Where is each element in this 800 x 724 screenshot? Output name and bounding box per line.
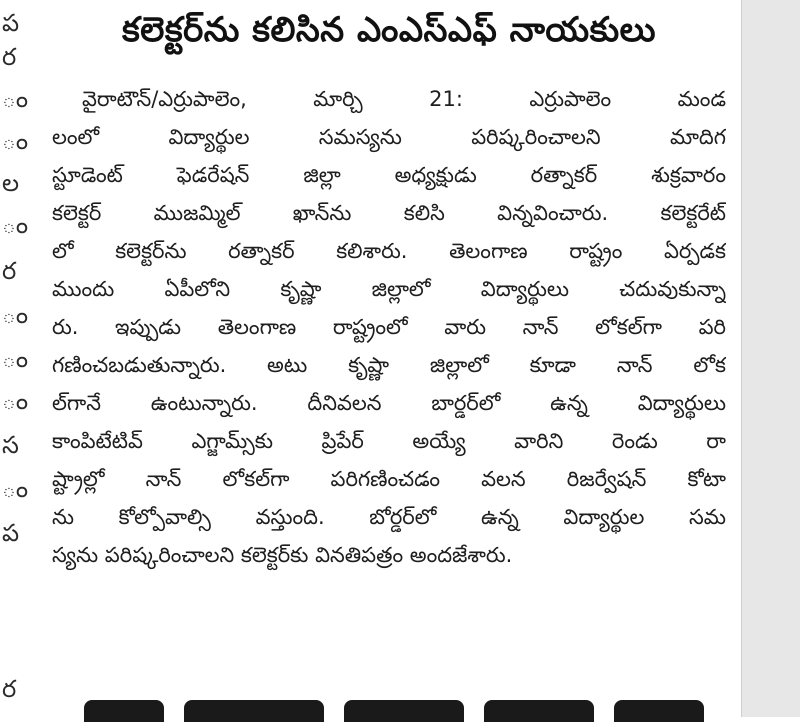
fragment-char: ం	[2, 301, 29, 329]
fragment-char: ల	[2, 169, 20, 197]
cutoff-glyph	[344, 700, 464, 722]
fragment-char: ం	[2, 85, 29, 113]
next-article-headline-cutoff	[44, 694, 734, 724]
body-line: వైరాటౌన్/ఎర్రుపాలెం, మార్చి 21: ఎర్రుపాలెం మండ	[82, 87, 726, 111]
body-line: కాంపిటేటివ్ ఎగ్జామ్స్‌కు ప్రిపేర్ అయ్యే వారిని రెండు రా	[52, 429, 726, 453]
cutoff-glyph	[84, 700, 164, 722]
article-headline: కలెక్టర్‌ను కలిసిన ఎంఎస్‌ఎఫ్ నాయకులు	[121, 10, 657, 50]
fragment-char: ప	[2, 519, 20, 547]
cutoff-glyph	[484, 700, 594, 722]
fragment-char: స	[2, 431, 19, 459]
body-line: రు. ఇప్పుడు తెలంగాణ రాష్ట్రంలో వారు నాన్ లోకల్‌గా పరి	[52, 315, 726, 339]
body-line: ల్‌గానే ఉంటున్నారు. దీనివలన బార్డర్‌లో ఉన్న విద్యార్థులు	[52, 391, 726, 415]
article-body	[52, 80, 726, 574]
fragment-char: ర	[2, 257, 17, 285]
fragment-char: ం	[2, 211, 29, 239]
adjacent-column-fragment	[0, 0, 30, 717]
body-line: ముందు ఏపీలోని కృష్ణా జిల్లాలో విద్యార్థులు చదువుకున్నా	[52, 277, 726, 301]
fragment-char: ర	[2, 43, 17, 71]
cutoff-glyph	[184, 700, 324, 722]
fragment-char: ర	[2, 675, 17, 703]
body-line: లో కలెక్టర్‌ను రత్నాకర్ కలిశారు. తెలంగాణ రాష్ట్రం ఏర్పడక	[52, 239, 726, 263]
body-line: కలెక్టర్ ముజమ్మిల్ ఖాన్‌ను కలిసి విన్నవించారు. కలెక్టరేట్	[52, 201, 726, 225]
body-line: గణించబడుతున్నారు. అటు కృష్ణా జిల్లాలో కూడా నాన్ లోక	[52, 353, 726, 377]
cutoff-glyph	[614, 700, 704, 722]
body-line: ను కోల్పోవాల్సి వస్తుంది. బోర్డర్‌లో ఉన్న విద్యార్థుల సమ	[52, 505, 726, 529]
news-article	[44, 0, 734, 717]
fragment-char: ం	[2, 387, 29, 415]
body-line: స్యను పరిష్కరించాలని కలెక్టర్‌కు వినతిపత్రం అందజేశారు.	[52, 543, 513, 567]
body-line: లంలో విద్యార్థుల సమస్యను పరిష్కరించాలని మాదిగ	[52, 125, 726, 149]
fragment-char: ం	[2, 127, 29, 155]
body-line: స్టూడెంట్ ఫెడరేషన్ జిల్లా అధ్యక్షుడు రత్నాకర్ శుక్రవారం	[52, 163, 726, 187]
fragment-char: ం	[2, 475, 29, 503]
page-margin	[741, 0, 800, 717]
fragment-char: ం	[2, 345, 29, 373]
body-line: ష్ట్రాల్లో నాన్ లోకల్‌గా పరిగణించడం వలన రిజర్వేషన్ కోటా	[52, 467, 726, 491]
fragment-char: ప	[2, 9, 20, 37]
